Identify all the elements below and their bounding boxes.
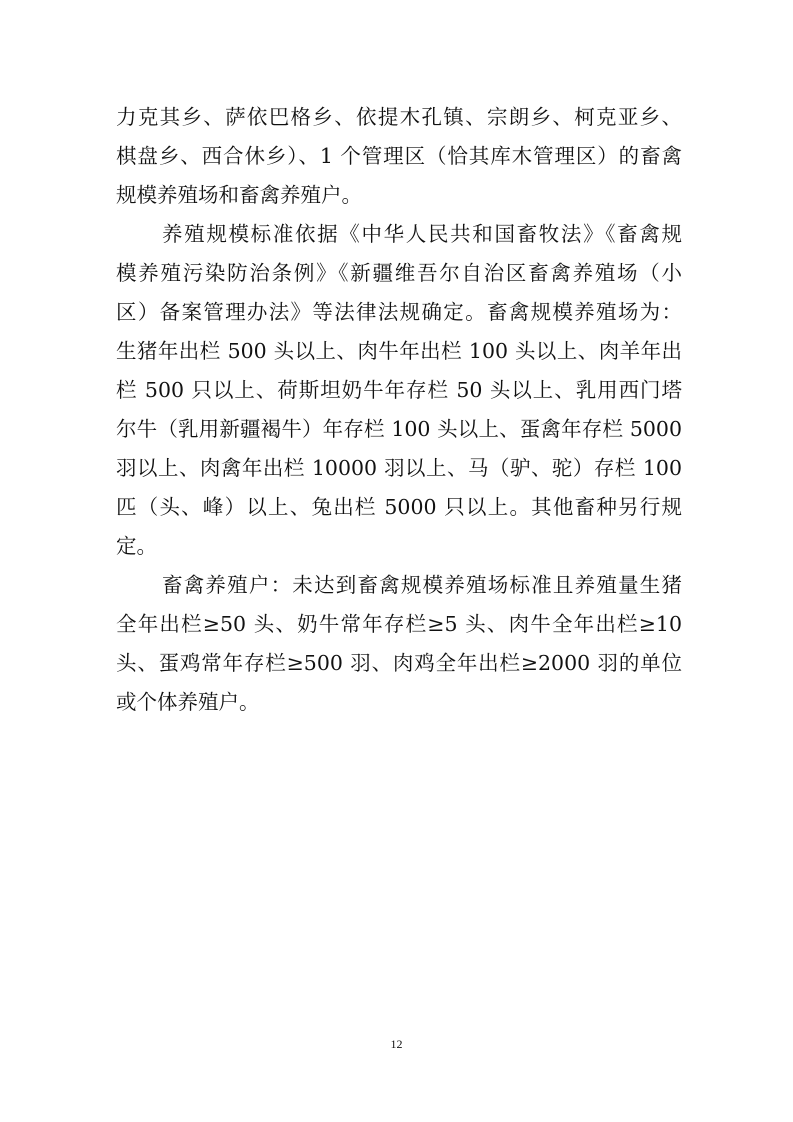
paragraph-2-line-8: 匹（头、峰）以上、兔出栏 5000 只以上。其他畜种另行规 (116, 495, 682, 519)
paragraph-2-line-4: 生猪年出栏 500 头以上、肉牛年出栏 100 头以上、肉羊年出 (116, 339, 682, 363)
paragraph-1-line-2: 棋盘乡、西合休乡）、1 个管理区（恰其库木管理区）的畜禽 (116, 144, 682, 168)
paragraph-2-line-5: 栏 500 只以上、荷斯坦奶牛年存栏 50 头以上、乳用西门塔 (116, 378, 682, 402)
paragraph-2-line-7: 羽以上、肉禽年出栏 10000 羽以上、马（驴、驼）存栏 100 (116, 456, 682, 480)
paragraph-3-line-4: 或个体养殖户。 (116, 690, 260, 714)
paragraph-2-line-2: 模养殖污染防治条例》《新疆维吾尔自治区畜禽养殖场（小 (116, 261, 682, 285)
paragraph-2-line-6: 尔牛（乳用新疆褐牛）年存栏 100 头以上、蛋禽年存栏 5000 (116, 417, 682, 441)
paragraph-1-line-1: 力克其乡、萨依巴格乡、依提木孔镇、宗朗乡、柯克亚乡、 (116, 105, 682, 129)
paragraph-1-line-3: 规模养殖场和畜禽养殖户。 (116, 183, 362, 207)
page-number: 12 (390, 1037, 403, 1051)
paragraph-3-line-2: 全年出栏≥50 头、奶牛常年存栏≥5 头、肉牛全年出栏≥10 (116, 612, 682, 636)
paragraph-2-line-1: 养殖规模标准依据《中华人民共和国畜牧法》《畜禽规 (162, 222, 682, 246)
paragraph-3-line-1: 畜禽养殖户：未达到畜禽规模养殖场标准且养殖量生猪 (162, 573, 682, 597)
paragraph-2-line-9: 定。 (116, 534, 157, 558)
paragraph-2-line-3: 区）备案管理办法》等法律法规确定。畜禽规模养殖场为： (116, 300, 682, 324)
paragraph-3-line-3: 头、蛋鸡常年存栏≥500 羽、肉鸡全年出栏≥2000 羽的单位 (116, 651, 682, 675)
